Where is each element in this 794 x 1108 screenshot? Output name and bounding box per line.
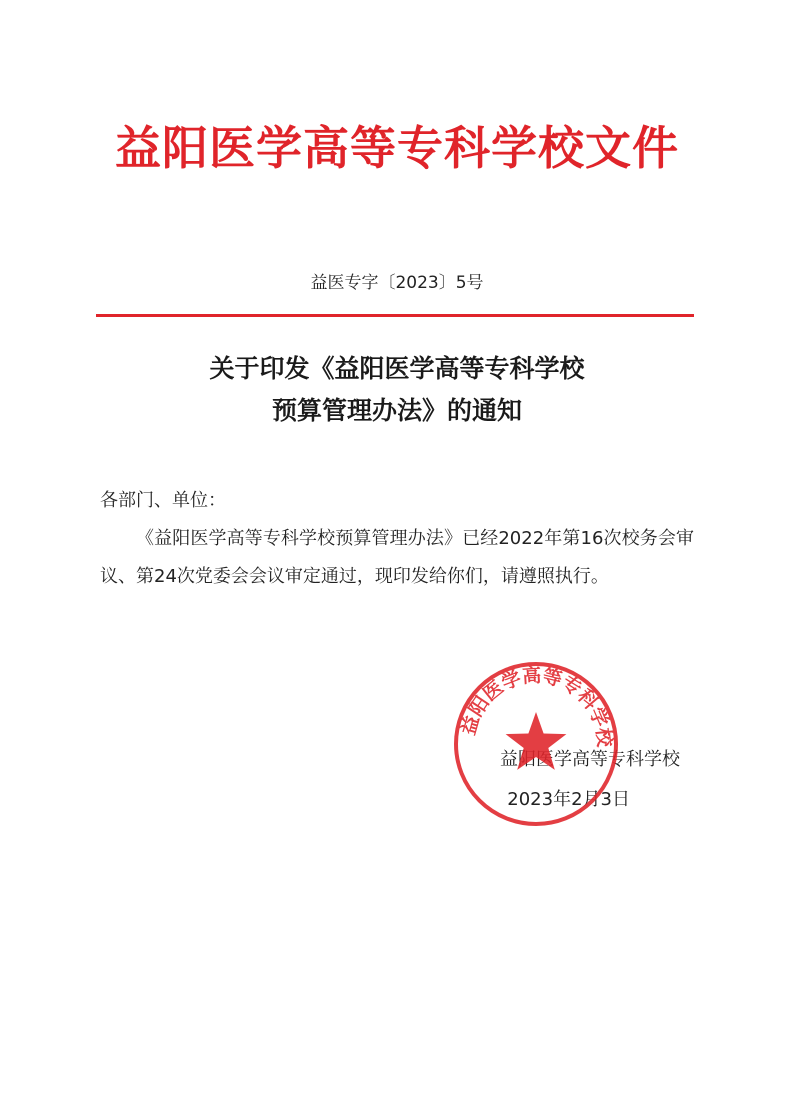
signature-organization: 益阳医学高等专科学校: [500, 749, 680, 770]
notice-title: [0, 348, 794, 432]
body-paragraph: 《益阳医学高等专科学校预算管理办法》已经2022年第16次校务会审议、第24次党委会会议审定通过，现印发给你们，请遵照执行。: [100, 528, 694, 587]
seal-text: 益阳医学高等专科学校: [457, 664, 616, 748]
red-divider-line: [96, 314, 694, 317]
star-icon: [506, 712, 567, 770]
document-number: 益医专字〔2023〕5号: [310, 273, 484, 293]
signature-date: 2023年2月3日: [507, 789, 630, 810]
salutation: 各部门、单位：: [100, 490, 226, 511]
notice-title-line-2: 预算管理办法》的通知: [271, 396, 522, 425]
official-seal: [452, 660, 620, 828]
document-header-title: 益阳医学高等专科学校文件: [115, 121, 679, 175]
notice-title-line-1: 关于印发《益阳医学高等专科学校: [209, 354, 585, 383]
